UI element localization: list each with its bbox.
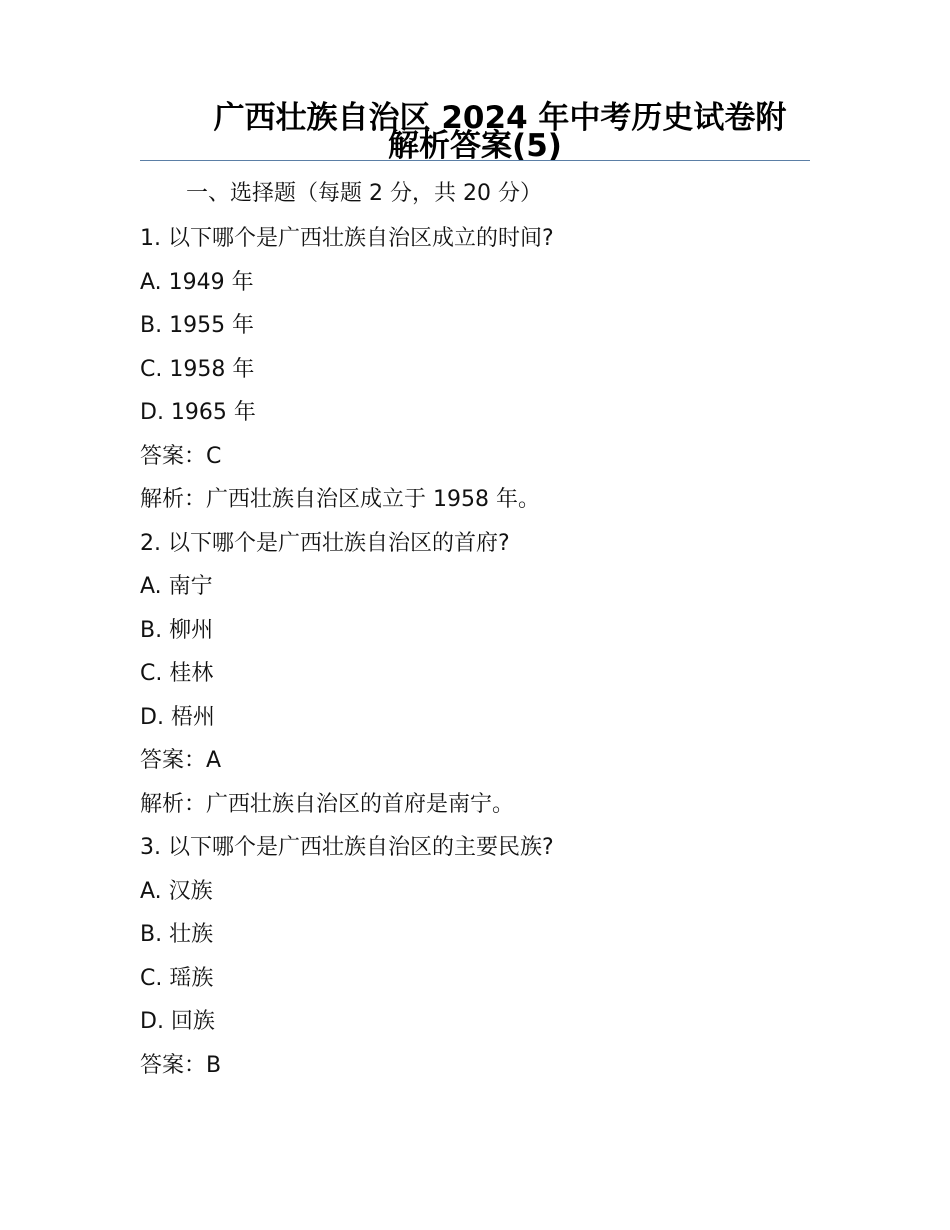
question-2-option-b: B. 柳州 bbox=[140, 617, 214, 643]
question-2-explanation: 解析：广西壮族自治区的首府是南宁。 bbox=[140, 791, 515, 817]
title-line-1: 广西壮族自治区 2024 年中考历史试卷附 bbox=[213, 100, 787, 136]
title-line-2: 解析答案(5) bbox=[388, 128, 562, 164]
question-1-option-d: D. 1965 年 bbox=[140, 400, 256, 425]
question-3-option-d: D. 回族 bbox=[140, 1009, 215, 1034]
question-2-option-d: D. 梧州 bbox=[140, 704, 215, 730]
question-3-answer: 答案：B bbox=[140, 1052, 222, 1078]
question-2-answer: 答案：A bbox=[140, 748, 222, 773]
question-1-option-b: B. 1955 年 bbox=[140, 313, 255, 338]
question-list bbox=[140, 224, 810, 1094]
question-2-option-c: C. 桂林 bbox=[140, 661, 214, 686]
question-2-option-a: A. 南宁 bbox=[140, 574, 213, 599]
question-2-text: 2. 以下哪个是广西壮族自治区的首府? bbox=[140, 530, 510, 556]
document-title bbox=[140, 100, 810, 164]
question-3-option-b: B. 壮族 bbox=[140, 922, 214, 947]
question-3-option-c: C. 瑶族 bbox=[140, 965, 214, 991]
question-3-text: 3. 以下哪个是广西壮族自治区的主要民族? bbox=[140, 835, 554, 860]
question-1-text: 1. 以下哪个是广西壮族自治区成立的时间? bbox=[140, 226, 554, 251]
question-1-answer: 答案：C bbox=[140, 443, 222, 469]
question-1-option-c: C. 1958 年 bbox=[140, 356, 255, 382]
question-1-option-a: A. 1949 年 bbox=[140, 269, 254, 295]
title-divider bbox=[140, 160, 810, 161]
section-heading: 一、选择题（每题 2 分，共 20 分） bbox=[186, 181, 542, 206]
question-3-option-a: A. 汉族 bbox=[140, 878, 213, 904]
question-1-explanation: 解析：广西壮族自治区成立于 1958 年。 bbox=[140, 487, 540, 512]
